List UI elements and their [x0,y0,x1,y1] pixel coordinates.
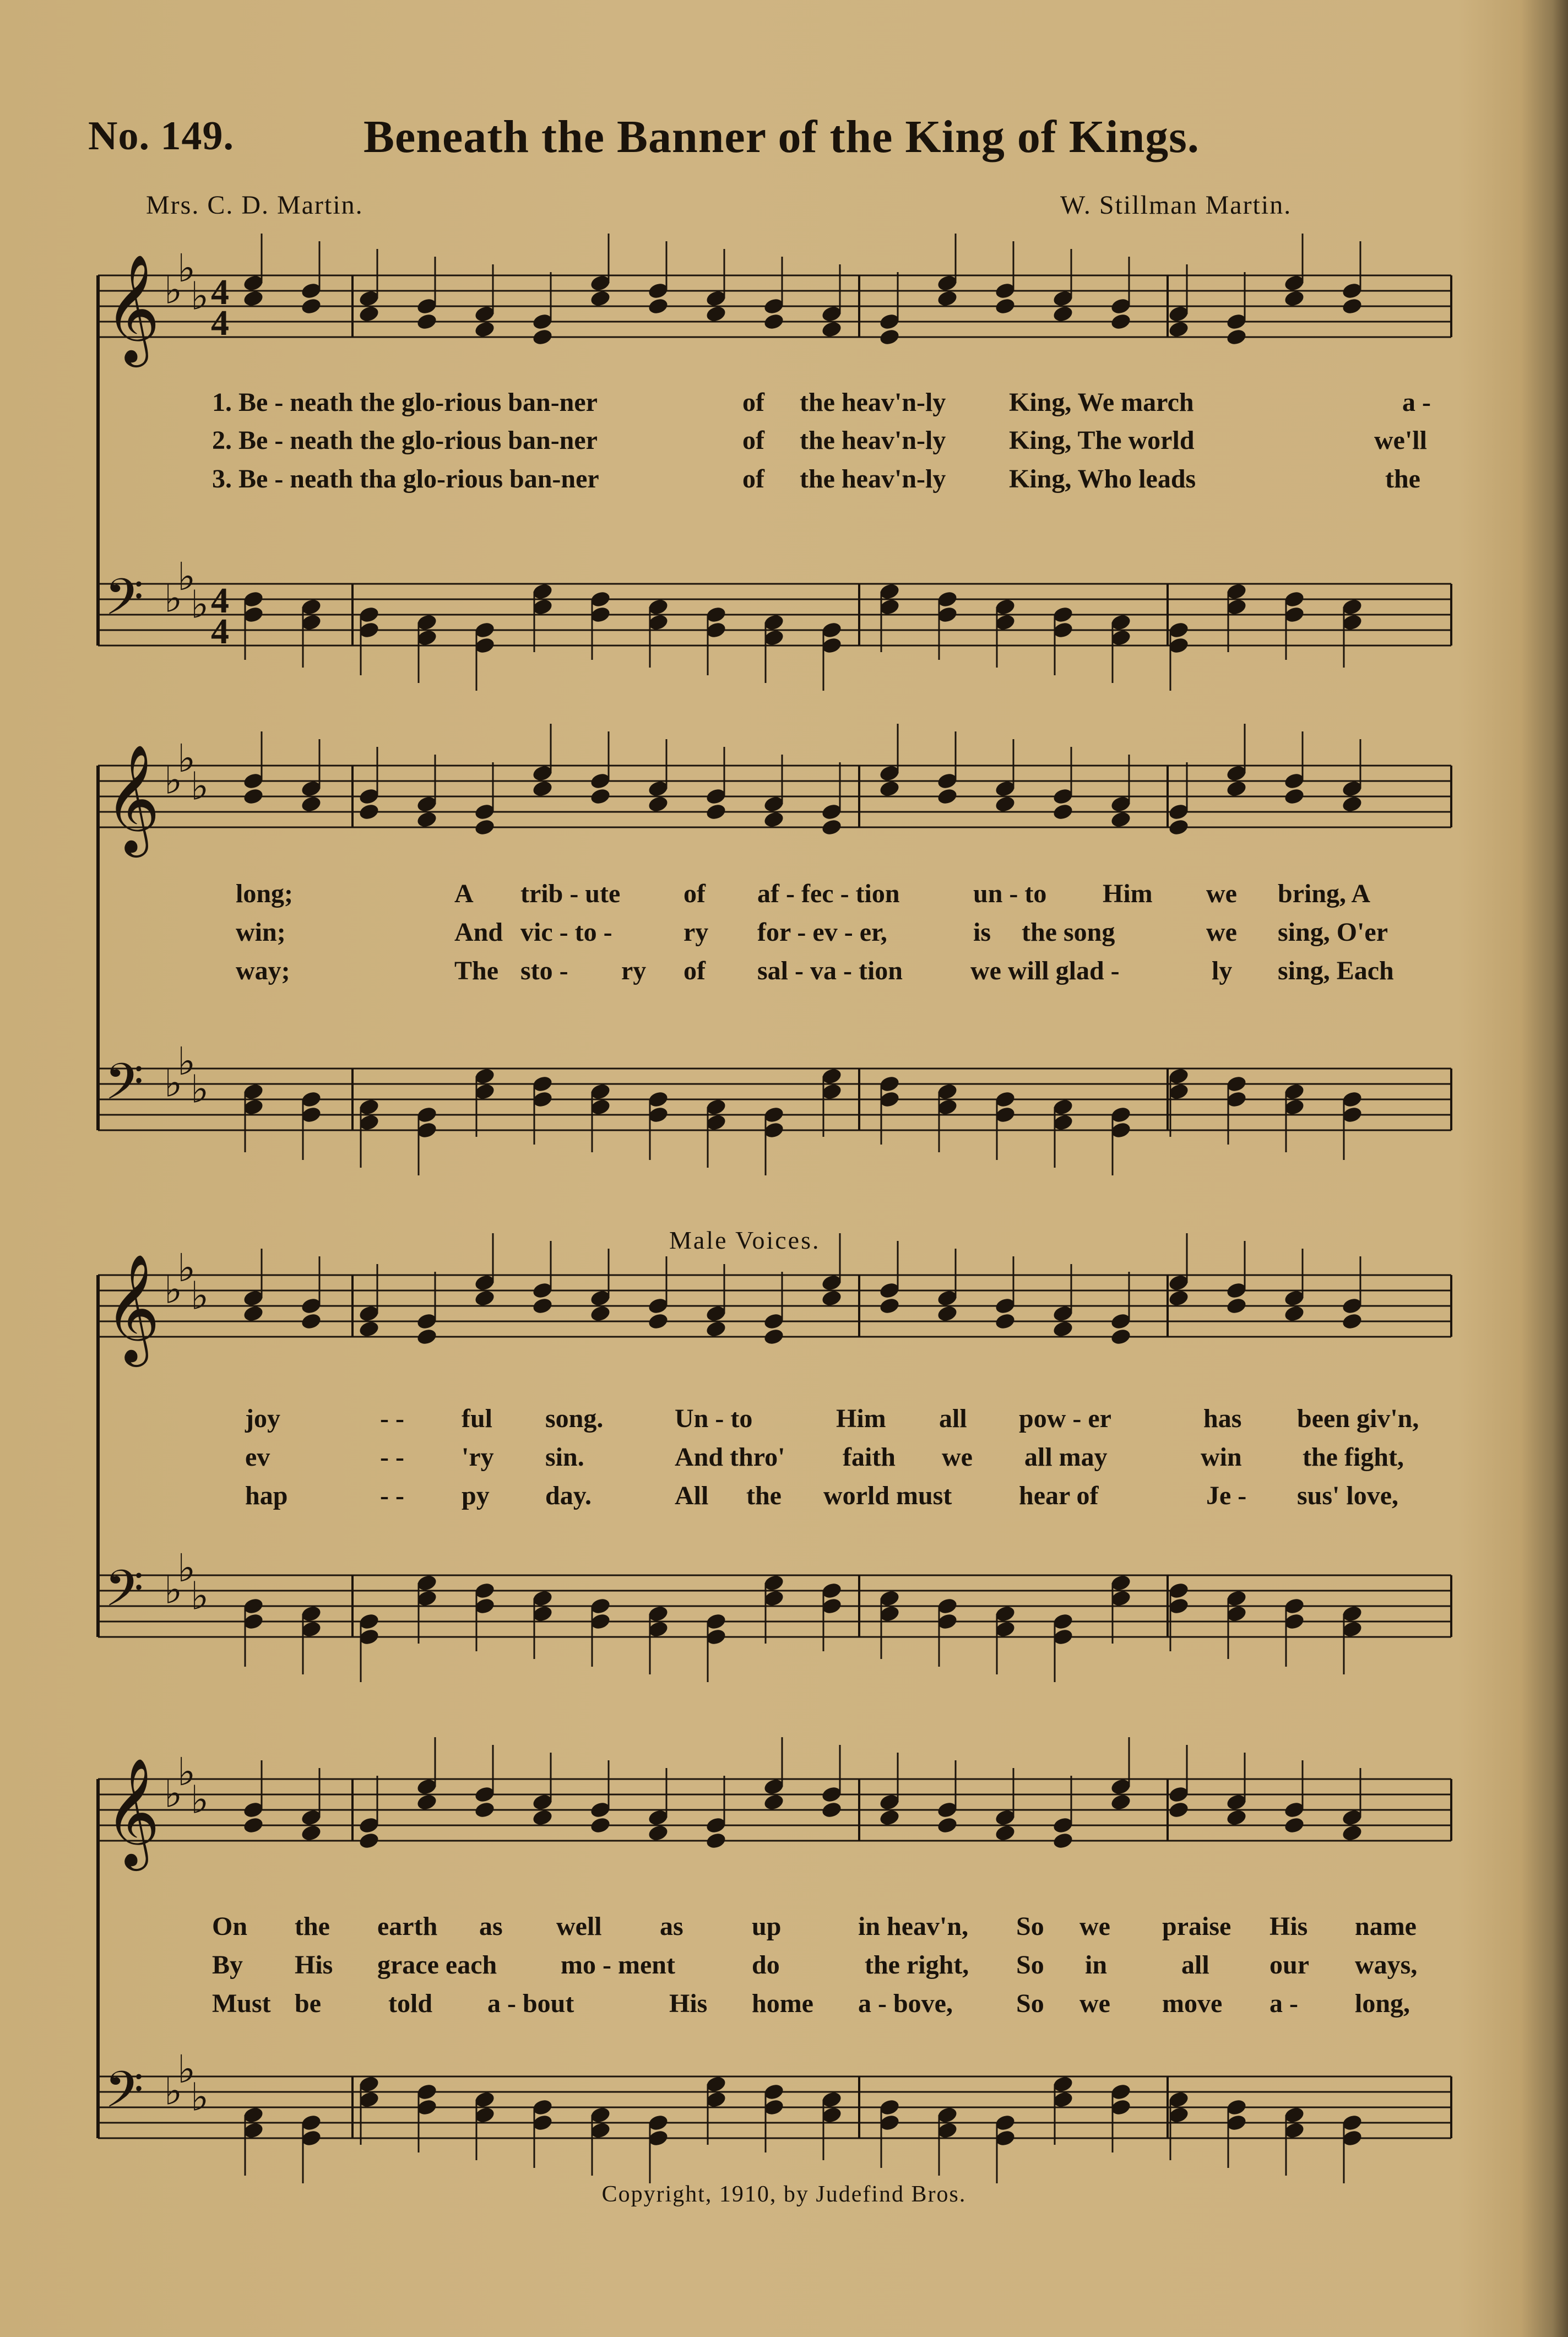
verse-line-1: On the earth as well as up in heav'n, So we praise His name [212,1912,1417,1941]
music-system-1 [88,246,1465,677]
svg-text:♭: ♭ [177,1749,196,1795]
svg-text:𝄞: 𝄞 [105,1757,160,1867]
svg-text:♭: ♭ [177,736,196,782]
svg-text:♭: ♭ [191,1573,209,1619]
svg-text:𝄢: 𝄢 [105,567,144,638]
svg-text:♭: ♭ [164,1567,183,1613]
svg-text:♭: ♭ [177,1245,196,1291]
svg-text:♭: ♭ [191,1066,209,1112]
svg-text:♭: ♭ [164,757,183,803]
verse-line-2: By His grace each mo - ment do the right, So in all our ways, [212,1950,1418,1980]
verse-line-1: 1. Be - neath the glo-rious ban-ner of the heav'n-ly King, We march a - [212,388,1431,417]
svg-text:♭: ♭ [164,1060,183,1106]
music-system-2 [88,722,1465,1140]
verse-line-2: ev - - 'ry sin. And thro' faith we all may win the fight, [245,1443,1404,1472]
svg-text:𝄢: 𝄢 [105,1052,144,1123]
svg-text:𝄞: 𝄞 [105,1253,160,1363]
verse-line-3: hap - - py day. All the world must hear of Je - sus' love, [245,1481,1399,1510]
male-voices-label: Male Voices. [669,1226,821,1254]
svg-text:♭: ♭ [177,2047,196,2092]
svg-text:♭: ♭ [191,273,209,319]
verse-line-2: win; And vic - to - ry for - ev - er, is the song we sing, O'er [236,918,1388,947]
svg-text:♭: ♭ [191,1777,209,1823]
svg-text:♭: ♭ [177,246,196,291]
svg-text:♭: ♭ [177,1039,196,1085]
svg-text:♭: ♭ [164,267,183,313]
verse-line-1: joy - - ful song. Un - to Him all pow - er has been giv'n, [245,1404,1419,1433]
lyricist-credit: Mrs. C. D. Martin. [146,191,363,220]
svg-text:♭: ♭ [191,1273,209,1319]
svg-text:♭: ♭ [164,2068,183,2114]
svg-text:4: 4 [211,611,229,652]
verse-line-3: Must be told a - bout His home a - bove, So we move a - long, [212,1989,1410,2018]
svg-text:♭: ♭ [191,763,209,809]
composer-credit: W. Stillman Martin. [1060,191,1292,220]
verse-line-3: 3. Be - neath tha glo-rious ban-ner of the heav'n-ly King, Who leads the [212,464,1420,494]
svg-text:♭: ♭ [164,1771,183,1817]
svg-text:♭: ♭ [164,1267,183,1313]
svg-text:𝄞: 𝄞 [105,253,160,363]
hymn-number: No. 149. [88,113,234,159]
svg-text:𝄢: 𝄢 [105,2060,144,2131]
copyright-notice: Copyright, 1910, by Judefind Bros. [601,2182,967,2207]
svg-text:𝄢: 𝄢 [105,1559,144,1630]
music-system-3 [88,1245,1465,1696]
svg-text:♭: ♭ [164,576,183,621]
verse-line-3: way; The sto - ry of sal - va - tion we will glad - ly sing, Each [236,956,1394,985]
svg-text:𝄞: 𝄞 [105,744,160,853]
svg-text:4: 4 [211,272,229,312]
svg-text:♭: ♭ [177,1546,196,1591]
svg-text:4: 4 [211,303,229,343]
svg-text:♭: ♭ [191,582,209,627]
verse-line-2: 2. Be - neath the glo-rious ban-ner of the heav'n-ly King, The world we'll [212,426,1427,455]
music-system-4 [88,1749,1465,2159]
verse-line-1: long; A trib - ute of af - fec - tion un - to Him we bring, A [236,879,1371,908]
svg-text:♭: ♭ [191,2074,209,2120]
hymn-title: Beneath the Banner of the King of Kings. [363,111,1200,162]
svg-text:4: 4 [211,581,229,621]
svg-text:♭: ♭ [177,554,196,600]
